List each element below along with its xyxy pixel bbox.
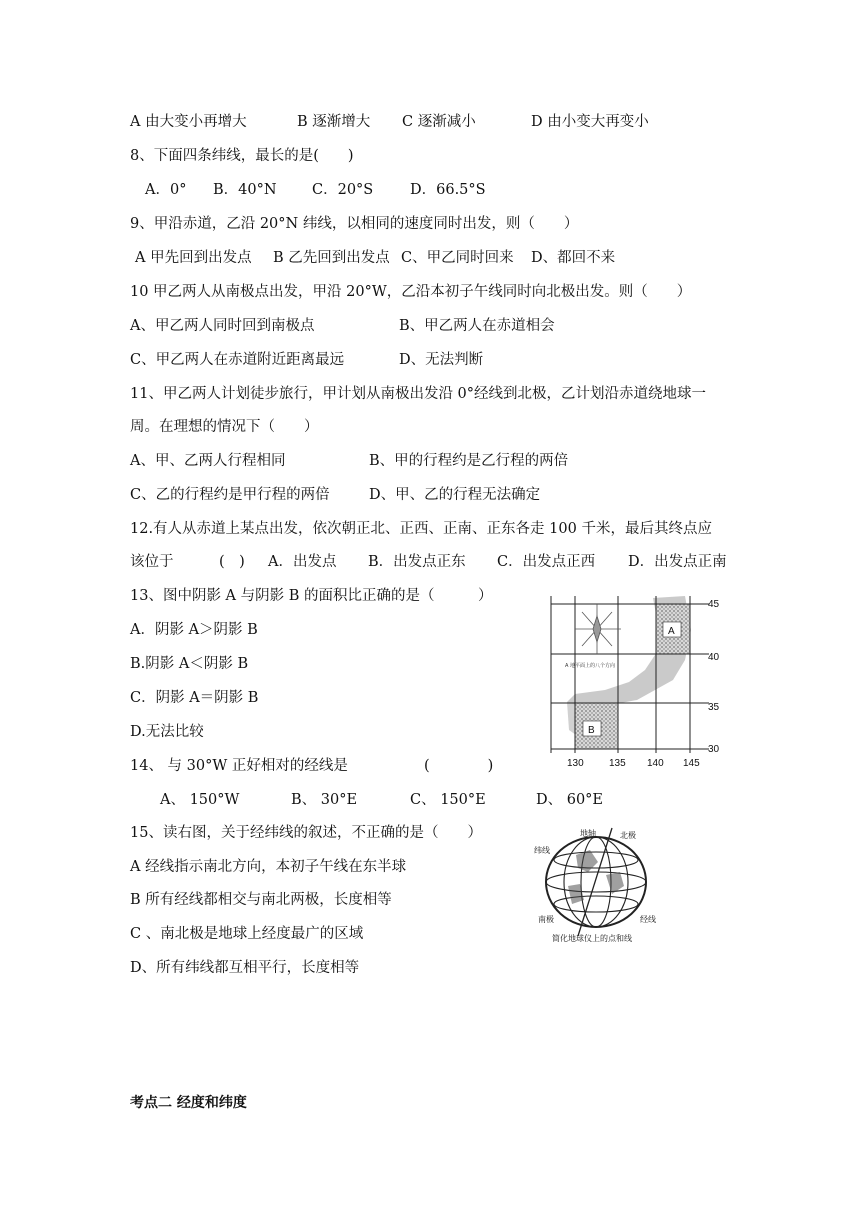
q9-option-d: D、都回不来 xyxy=(531,250,616,266)
lat-label-45: 45 xyxy=(708,599,720,610)
q14-option-a: A、 150°W xyxy=(160,792,240,808)
q14-stem: 14、 与 30°W 正好相对的经线是 xyxy=(130,758,348,774)
q15-option-d: D、所有纬线都互相平行，长度相等 xyxy=(130,960,360,976)
q14-option-b: B、 30°E xyxy=(291,792,358,808)
label-earth-axis: 地轴 xyxy=(580,829,596,838)
q15-option-a: A 经线指示南北方向，本初子午线在东半球 xyxy=(130,859,407,875)
q14-paren: ( ) xyxy=(424,758,494,774)
globe-caption: 简化地球仪上的点和线 xyxy=(552,934,632,943)
q8-stem: 8、下面四条纬线，最长的是( ) xyxy=(130,148,354,164)
q8-option-d: D．66.5°S xyxy=(410,182,486,198)
q11-option-d: D、甲、乙的行程无法确定 xyxy=(369,487,541,503)
q12-stem-line2: 该位于 xyxy=(130,554,174,570)
lon-label-135: 135 xyxy=(609,758,626,769)
q8-option-a: A．0° xyxy=(145,182,187,198)
q12-option-c: C．出发点正西 xyxy=(497,554,596,570)
compass-caption: A 地平面上的八个方向 xyxy=(565,663,616,669)
lon-label-140: 140 xyxy=(647,758,664,769)
lon-label-130: 130 xyxy=(567,758,584,769)
box-a-label: A xyxy=(668,626,675,637)
q12-option-d: D．出发点正南 xyxy=(628,554,727,570)
compass-rose-icon xyxy=(575,604,621,654)
q13-stem: 13、图中阴影 A 与阴影 B 的面积比正确的是（ ） xyxy=(130,588,493,604)
q15-globe-figure xyxy=(528,820,663,945)
q13-option-b: B.阴影 A＜阴影 B xyxy=(130,656,249,672)
q14-option-c: C、 150°E xyxy=(410,792,486,808)
q11-option-b: B、甲的行程约是乙行程的两倍 xyxy=(369,453,569,469)
q15-option-c: C 、南北极是地球上经度最广的区域 xyxy=(130,926,364,942)
q10-option-b: B、甲乙两人在赤道相会 xyxy=(399,318,555,334)
q13-grid-map-figure xyxy=(545,590,720,775)
q7-option-b: B 逐渐增大 xyxy=(297,114,371,130)
q12-option-a: A．出发点 xyxy=(268,554,337,570)
label-south-pole: 南极 xyxy=(538,915,554,924)
label-north-pole: 北极 xyxy=(620,831,636,840)
q13-option-d: D.无法比较 xyxy=(130,724,204,740)
lat-label-35: 35 xyxy=(708,702,720,713)
q10-stem: 10 甲乙两人从南极点出发，甲沿 20°W，乙沿本初子午线同时向北极出发。则（ ） xyxy=(130,284,692,300)
lat-label-30: 30 xyxy=(708,744,720,755)
globe-icon xyxy=(546,828,646,936)
q15-stem: 15、读右图，关于经纬线的叙述，不正确的是（ ） xyxy=(130,825,482,841)
q7-option-c: C 逐渐减小 xyxy=(402,114,476,130)
q10-option-c: C、甲乙两人在赤道附近距离最远 xyxy=(130,352,345,368)
label-latitude: 纬线 xyxy=(534,846,550,855)
q11-option-c: C、乙的行程约是甲行程的两倍 xyxy=(130,487,330,503)
q11-stem-line2: 周。在理想的情况下（ ） xyxy=(130,419,319,435)
q14-option-d: D、 60°E xyxy=(536,792,604,808)
lat-label-40: 40 xyxy=(708,652,720,663)
q9-option-c: C、甲乙同时回来 xyxy=(401,250,514,266)
q12-option-b: B．出发点正东 xyxy=(368,554,466,570)
q7-option-a: A 由大变小再增大 xyxy=(130,114,247,130)
q13-option-a: A．阴影 A＞阴影 B xyxy=(130,622,258,638)
q12-paren: ( ) xyxy=(219,554,245,570)
q12-stem-line1: 12.有人从赤道上某点出发，依次朝正北、正西、正南、正东各走 100 千米，最后其终点应 xyxy=(130,521,712,537)
section-title: 考点二 经度和纬度 xyxy=(130,1095,247,1111)
label-longitude: 经线 xyxy=(640,915,656,924)
q11-stem-line1: 11、甲乙两人计划徒步旅行，甲计划从南极出发沿 0°经线到北极，乙计划沿赤道绕地球一 xyxy=(130,386,707,402)
lon-label-145: 145 xyxy=(683,758,700,769)
q11-option-a: A、甲、乙两人行程相同 xyxy=(130,453,286,469)
q9-option-b: B 乙先回到出发点 xyxy=(273,250,390,266)
q10-option-a: A、甲乙两人同时回到南极点 xyxy=(130,318,315,334)
q9-stem: 9、甲沿赤道，乙沿 20°N 纬线，以相同的速度同时出发，则（ ） xyxy=(130,216,579,232)
box-b-label: B xyxy=(588,725,595,736)
q15-option-b: B 所有经线都相交与南北两极，长度相等 xyxy=(130,892,392,908)
q10-option-d: D、无法判断 xyxy=(399,352,484,368)
q8-option-b: B．40°N xyxy=(213,182,277,198)
q8-option-c: C．20°S xyxy=(312,182,374,198)
q9-option-a: A 甲先回到出发点 xyxy=(135,250,252,266)
q13-option-c: C．阴影 A＝阴影 B xyxy=(130,690,259,706)
q7-option-d: D 由小变大再变小 xyxy=(531,114,649,130)
